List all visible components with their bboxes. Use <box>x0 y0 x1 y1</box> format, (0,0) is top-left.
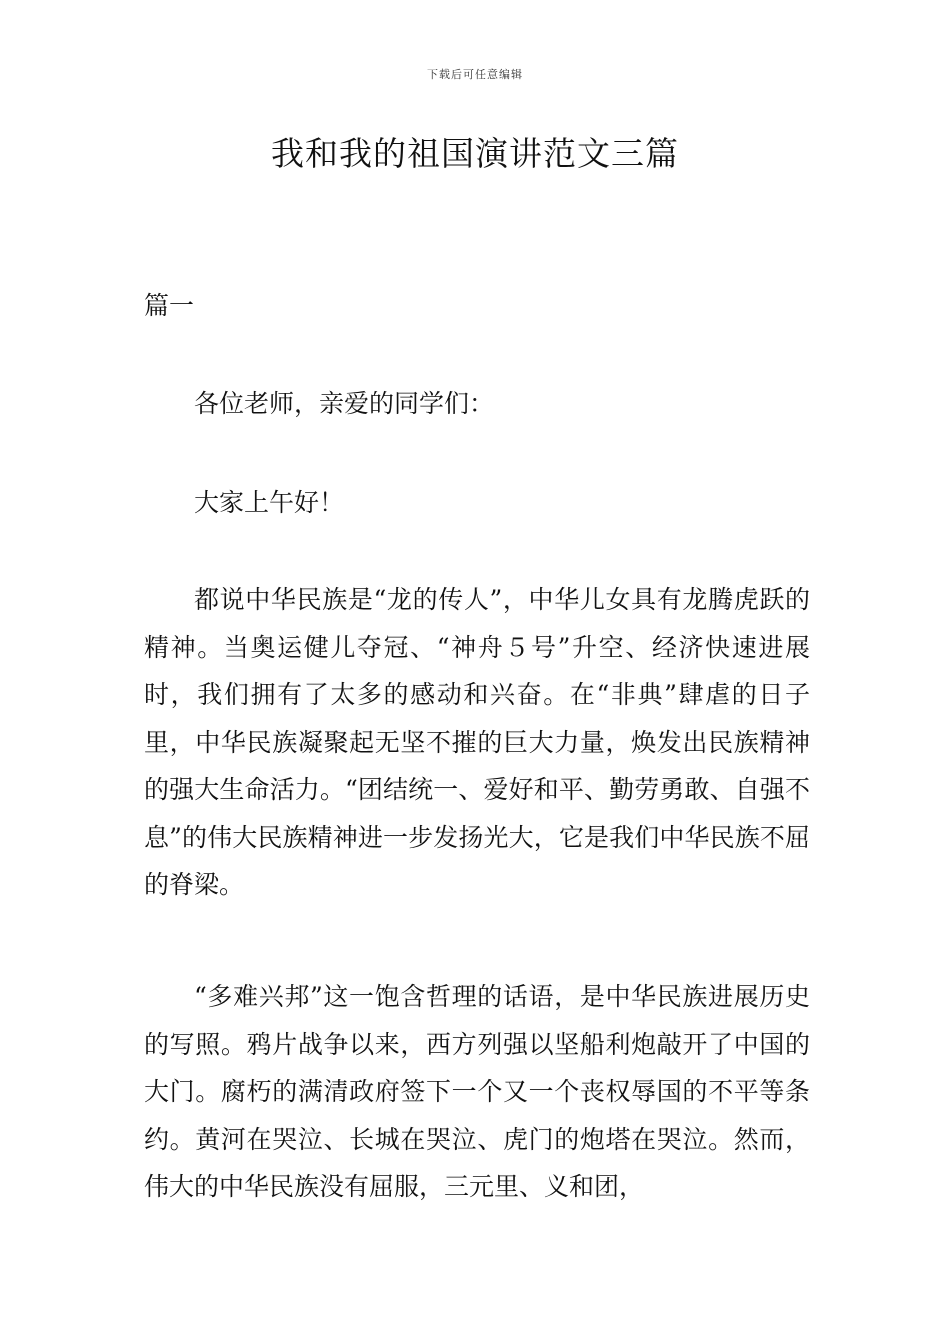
body-paragraph: 都说中华民族是“龙的传人”，中华儿女具有龙腾虎跃的精神。当奥运健儿夺冠、“神舟５号”升空、经济快速进展时，我们拥有了太多的感动和兴奋。在“非典”肆虐的日子里，中华民族凝聚起无坚不摧的巨大力量，焕发出民族精神的强大生命活力。“团结统一、爱好和平、勤劳勇敢、自强不息”的伟大民族精神进一步发扬光大，它是我们中华民族不屈的脊梁。 <box>144 585 810 899</box>
greeting-line: 各位老师，亲爱的同学们： <box>194 389 495 418</box>
header-note: 下载后可任意编辑 <box>427 68 523 81</box>
salutation-line: 大家上午好！ <box>194 488 345 517</box>
section-heading: 篇一 <box>144 291 195 320</box>
body-paragraph: “多难兴邦”这一饱含哲理的话语，是中华民族进展历史的写照。鸦片战争以来，西方列强以坚船利炮敲开了中国的大门。腐朽的满清政府签下一个又一个丧权辱国的不平等条约。黄河在哭泣、长城在哭泣、虎门的炮塔在哭泣。然而，伟大的中华民族没有屈服，三元里、义和团， <box>144 982 810 1201</box>
document-title: 我和我的祖国演讲范文三篇 <box>271 134 679 173</box>
